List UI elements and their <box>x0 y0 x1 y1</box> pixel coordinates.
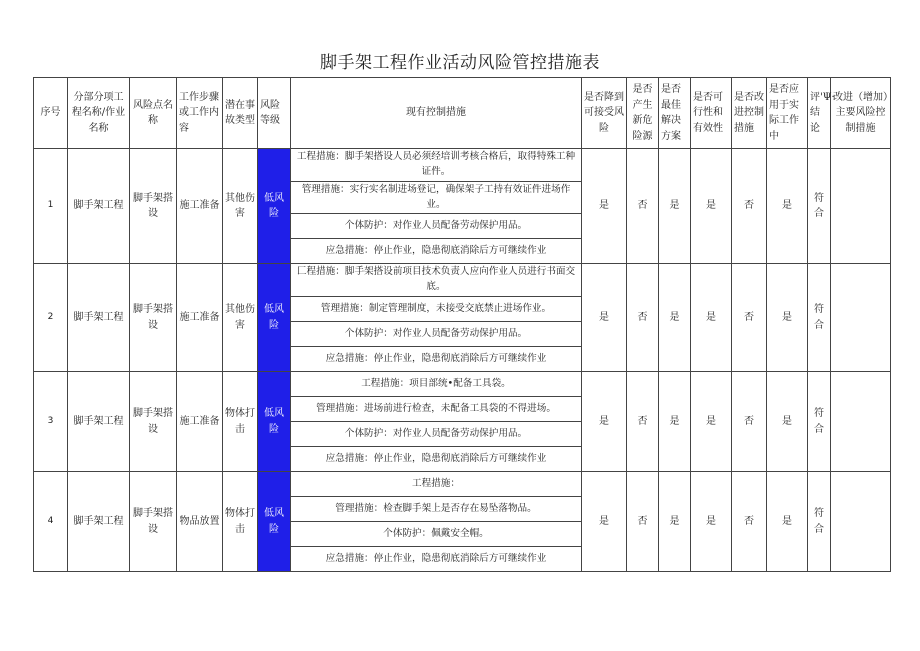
cell-measure: 工程措施：脚手架搭设人员必须经培训考核合格后，取得特殊工种证件。 <box>291 149 582 182</box>
cell-steps: 物品放置 <box>177 472 223 572</box>
cell-improve: 否 <box>732 264 767 372</box>
cell-accident: 其他伤害 <box>223 264 258 372</box>
cell-measure: 个体防护：佩戴安全帽。 <box>291 522 582 547</box>
cell-improvement <box>831 264 891 372</box>
header-best-plan: 是否最佳解决方案 <box>659 78 691 149</box>
cell-practical: 是 <box>767 372 808 472</box>
cell-conclusion: 符合 <box>808 372 831 472</box>
cell-acceptable: 是 <box>582 472 627 572</box>
cell-acceptable: 是 <box>582 372 627 472</box>
cell-risk-point: 脚手架搭设 <box>130 472 177 572</box>
cell-risk-level: 低风险 <box>258 149 291 264</box>
cell-new-hazard: 否 <box>627 264 659 372</box>
cell-measure: 匚程措施：脚手架搭设前项目技术负责人应向作业人员进行书面交底。 <box>291 264 582 297</box>
header-improvement: 改进（增加）主要风险控制措施 <box>831 78 891 149</box>
cell-best-plan: 是 <box>659 472 691 572</box>
cell-steps: 施工准备 <box>177 372 223 472</box>
cell-best-plan: 是 <box>659 372 691 472</box>
cell-seq: 1 <box>34 149 68 264</box>
table-body <box>34 149 891 572</box>
cell-division: 脚手架工程 <box>68 149 130 264</box>
header-risk-point: 风险点名称 <box>130 78 177 149</box>
header-new-hazard: 是否产生新危险源 <box>627 78 659 149</box>
cell-division: 脚手架工程 <box>68 264 130 372</box>
cell-measure: 管理措施：进场前进行检查，未配备工具袋的不得进场。 <box>291 397 582 422</box>
cell-measure: 个体防护：对作业人员配备劳动保护用品。 <box>291 322 582 347</box>
header-steps: 工作步骤或工作内容 <box>177 78 223 149</box>
cell-feasible: 是 <box>691 149 732 264</box>
header-measures: 现有控制措施 <box>291 78 582 149</box>
cell-feasible: 是 <box>691 372 732 472</box>
cell-conclusion: 符合 <box>808 149 831 264</box>
table-row <box>34 149 891 182</box>
cell-improvement <box>831 472 891 572</box>
cell-measure: 个体防护：对作业人员配备劳动保护用品。 <box>291 214 582 239</box>
risk-control-table <box>33 77 891 572</box>
cell-practical: 是 <box>767 149 808 264</box>
header-division: 分部分项工程名称/作业名称 <box>68 78 130 149</box>
table-row <box>34 472 891 497</box>
cell-seq: 2 <box>34 264 68 372</box>
cell-improve: 否 <box>732 372 767 472</box>
cell-improvement <box>831 149 891 264</box>
header-acceptable: 是否降到可接受风险 <box>582 78 627 149</box>
cell-improve: 否 <box>732 149 767 264</box>
cell-measure: 工程措施：项目部统•配备工具袋。 <box>291 372 582 397</box>
cell-feasible: 是 <box>691 264 732 372</box>
table-row <box>34 372 891 397</box>
cell-new-hazard: 否 <box>627 149 659 264</box>
cell-best-plan: 是 <box>659 149 691 264</box>
header-accident: 潜在事故类型 <box>223 78 258 149</box>
cell-measure: 管理措施：检查脚手架上是否存在易坠落物品。 <box>291 497 582 522</box>
cell-acceptable: 是 <box>582 149 627 264</box>
cell-seq: 4 <box>34 472 68 572</box>
cell-best-plan: 是 <box>659 264 691 372</box>
cell-feasible: 是 <box>691 472 732 572</box>
cell-practical: 是 <box>767 472 808 572</box>
cell-new-hazard: 否 <box>627 472 659 572</box>
cell-risk-point: 脚手架搭设 <box>130 264 177 372</box>
header-feasible: 是否可行性和有效性 <box>691 78 732 149</box>
header-practical: 是否应用于实际工作中 <box>767 78 808 149</box>
cell-conclusion: 符合 <box>808 472 831 572</box>
cell-accident: 物体打击 <box>223 372 258 472</box>
cell-measure: 应急措施：停止作业，隐患彻底消除后方可继续作业 <box>291 347 582 372</box>
cell-measure: 应急措施：停止作业，隐患彻底消除后方可继续作业 <box>291 239 582 264</box>
header-row <box>34 78 891 149</box>
cell-steps: 施工准备 <box>177 264 223 372</box>
cell-new-hazard: 否 <box>627 372 659 472</box>
cell-conclusion: 符合 <box>808 264 831 372</box>
header-improve: 是否改进控制措施 <box>732 78 767 149</box>
cell-measure: 个体防护：对作业人员配备劳动保护用品。 <box>291 422 582 447</box>
cell-risk-level: 低风险 <box>258 372 291 472</box>
cell-risk-point: 脚手架搭设 <box>130 149 177 264</box>
cell-accident: 其他伤害 <box>223 149 258 264</box>
cell-improvement <box>831 372 891 472</box>
cell-risk-point: 脚手架搭设 <box>130 372 177 472</box>
cell-measure: 工程措施： <box>291 472 582 497</box>
cell-improve: 否 <box>732 472 767 572</box>
page-title: 脚手架工程作业活动风险管控措施表 <box>320 53 600 73</box>
table-row <box>34 264 891 297</box>
cell-measure: 管理措施：制定管理制度，未接受交底禁止进场作业。 <box>291 297 582 322</box>
cell-measure: 应急措施：停止作业，隐患彻底消除后方可继续作业 <box>291 547 582 572</box>
header-level: 风险等级 <box>258 78 291 149</box>
cell-acceptable: 是 <box>582 264 627 372</box>
cell-seq: 3 <box>34 372 68 472</box>
cell-risk-level: 低风险 <box>258 264 291 372</box>
cell-steps: 施工准备 <box>177 149 223 264</box>
cell-risk-level: 低风险 <box>258 472 291 572</box>
cell-measure: 应急措施：停止作业，隐患彻底消除后方可继续作业 <box>291 447 582 472</box>
cell-division: 脚手架工程 <box>68 472 130 572</box>
cell-division: 脚手架工程 <box>68 372 130 472</box>
header-seq: 序号 <box>34 78 68 149</box>
cell-measure: 管理措施：实行实名制进场登记，确保架子工持有效证件进场作业。 <box>291 181 582 214</box>
cell-accident: 物体打击 <box>223 472 258 572</box>
header-conclusion: 评'Ψ·结论 <box>808 78 831 149</box>
cell-practical: 是 <box>767 264 808 372</box>
